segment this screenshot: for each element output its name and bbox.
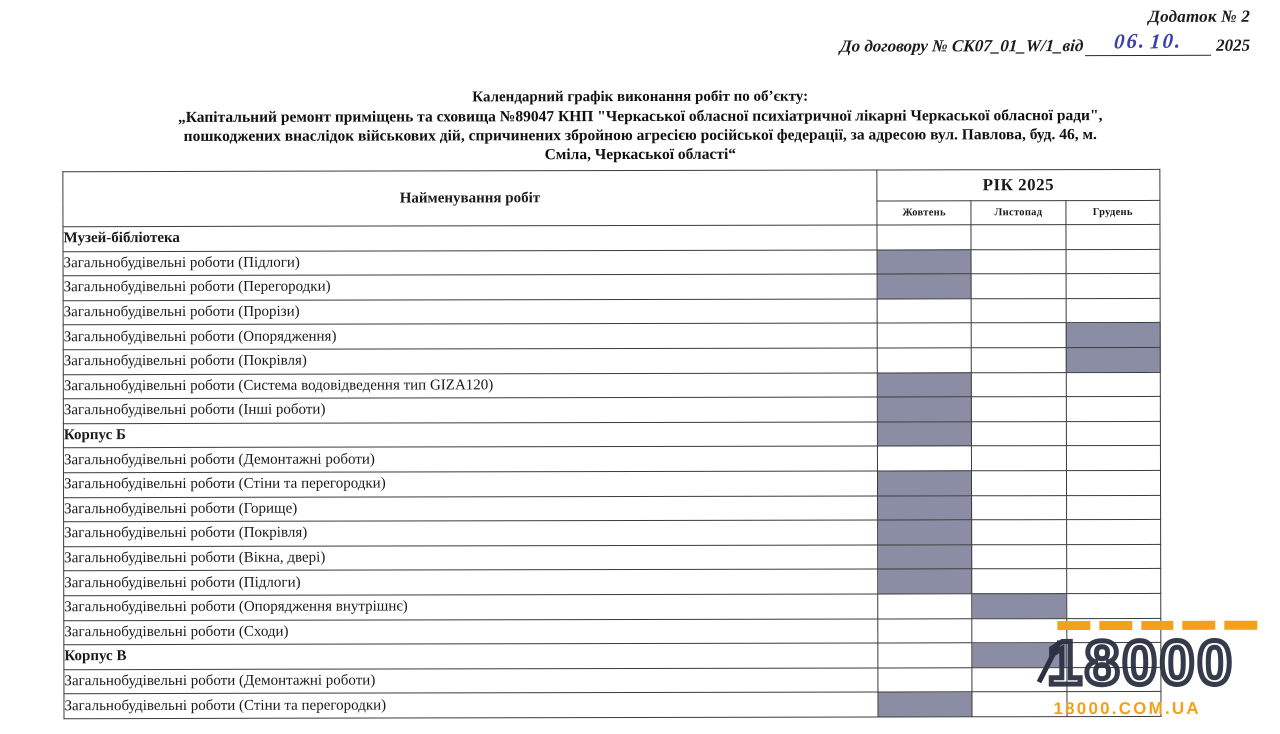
gantt-cell-november	[972, 544, 1066, 569]
gantt-cell-november	[972, 643, 1066, 668]
gantt-cell-november	[972, 348, 1066, 373]
gantt-cell-november	[971, 225, 1065, 250]
gantt-cell-december	[1066, 544, 1160, 569]
work-item-label: Загальнобудівельні роботи (Демонтажні роботи)	[63, 446, 877, 472]
gantt-cell-november	[972, 323, 1066, 348]
contract-year: 2025	[1216, 35, 1251, 55]
table-row	[63, 397, 1160, 424]
work-item-label: Загальнобудівельні роботи (Вікна, двері)	[64, 545, 878, 571]
table-row	[64, 667, 1161, 694]
table-row	[64, 593, 1161, 620]
work-item-label: Загальнобудівельні роботи (Підлоги)	[64, 569, 878, 595]
work-item-label: Загальнобудівельні роботи (Стіни та перегородки)	[63, 471, 877, 497]
handwritten-day: 06.	[1112, 28, 1147, 54]
work-item-label: Загальнобудівельні роботи (Покрівля)	[64, 520, 878, 546]
gantt-cell-october	[877, 323, 971, 348]
gantt-cell-november	[971, 249, 1065, 274]
table-row	[64, 495, 1161, 522]
gantt-cell-october	[878, 569, 972, 594]
gantt-cell-october	[877, 274, 971, 299]
column-header-month-november: Листопад	[971, 201, 1065, 225]
table-row	[63, 274, 1160, 301]
work-item-label: Загальнобудівельні роботи (Стіни та перегородки)	[64, 692, 878, 718]
gantt-cell-october	[878, 495, 972, 520]
section-label: Корпус Б	[63, 422, 877, 448]
gantt-cell-october	[878, 545, 972, 570]
column-header-month-october: Жовтень	[877, 201, 971, 225]
gantt-cell-october	[878, 520, 972, 545]
handwritten-date-blank	[1085, 29, 1211, 56]
schedule-table	[62, 169, 1161, 719]
section-label: Корпус В	[64, 643, 878, 669]
gantt-cell-october	[877, 446, 971, 471]
table-row	[63, 372, 1160, 399]
gantt-cell-december	[1066, 224, 1160, 249]
work-item-label: Загальнобудівельні роботи (Інші роботи)	[63, 397, 877, 423]
gantt-cell-october	[877, 471, 971, 496]
work-item-label: Загальнобудівельні роботи (Сходи)	[64, 619, 878, 645]
table-row	[64, 643, 1161, 670]
work-item-label: Загальнобудівельні роботи (Система водовідведення тип GIZA120)	[63, 373, 877, 399]
gantt-cell-november	[971, 274, 1065, 299]
table-row	[64, 544, 1161, 571]
gantt-cell-november	[972, 471, 1066, 496]
gantt-cell-october	[878, 594, 972, 619]
gantt-cell-november	[972, 520, 1066, 545]
gantt-cell-december	[1066, 372, 1160, 397]
work-item-label: Загальнобудівельні роботи (Покрівля)	[63, 348, 877, 374]
gantt-cell-november	[972, 667, 1066, 692]
table-row	[63, 224, 1160, 251]
gantt-cell-november	[971, 298, 1065, 323]
work-item-label: Загальнобудівельні роботи (Опорядження)	[63, 323, 877, 349]
gantt-cell-december	[1066, 298, 1160, 323]
table-row	[63, 347, 1160, 374]
document-header	[690, 7, 1250, 57]
table-row	[64, 520, 1161, 547]
watermark-digits: 18000	[1047, 628, 1235, 699]
gantt-cell-december	[1066, 470, 1160, 495]
gantt-cell-november	[972, 421, 1066, 446]
gantt-cell-december	[1066, 323, 1160, 348]
gantt-cell-december	[1067, 692, 1161, 717]
table-row	[63, 446, 1160, 473]
gantt-cell-october	[877, 299, 971, 324]
gantt-cell-november	[972, 397, 1066, 422]
gantt-cell-december	[1066, 520, 1160, 545]
column-header-year: РІК 2025	[877, 169, 1160, 201]
contract-reference	[690, 29, 1250, 57]
column-header-works: Найменування робіт	[63, 170, 877, 227]
watermark-url: 18000.COM.UA	[1053, 698, 1201, 719]
gantt-cell-december	[1067, 667, 1161, 692]
table-row	[64, 692, 1161, 719]
gantt-cell-october	[878, 667, 972, 692]
annex-number: Додаток № 2	[1148, 6, 1251, 26]
gantt-cell-november	[972, 372, 1066, 397]
table-row	[63, 421, 1160, 448]
gantt-cell-december	[1066, 397, 1160, 422]
contract-label: До договору № СК07_01_W/1_від	[839, 36, 1084, 56]
table-body	[63, 224, 1161, 718]
table-row	[64, 618, 1161, 645]
work-item-label: Загальнобудівельні роботи (Горище)	[64, 496, 878, 522]
section-label: Музей-бібліотека	[63, 225, 877, 251]
gantt-cell-december	[1066, 495, 1160, 520]
schedule-table-wrapper	[62, 169, 1161, 719]
header-row-top	[63, 169, 1160, 202]
table-row	[64, 569, 1161, 596]
title-line-2: „Капітальний ремонт приміщень та сховища №89047 КНП "Черкаської обласної психіатричної лікарні Черкаської обласної ради",	[177, 107, 1103, 126]
title-line-3: пошкоджених внаслідок військових дій, спричинених збройною агресією російської федерації, за адресою вул. Павлова, буд. 46, м.	[183, 126, 1097, 145]
gantt-cell-october	[878, 692, 972, 717]
gantt-cell-october	[878, 643, 972, 668]
gantt-cell-december	[1066, 593, 1160, 618]
gantt-cell-december	[1066, 569, 1160, 594]
work-item-label: Загальнобудівельні роботи (Прорізи)	[63, 299, 877, 325]
gantt-cell-october	[877, 397, 971, 422]
table-row	[63, 470, 1160, 497]
gantt-cell-october	[877, 348, 971, 373]
gantt-cell-october	[877, 372, 971, 397]
work-item-label: Загальнобудівельні роботи (Підлоги)	[63, 250, 877, 276]
gantt-cell-november	[972, 594, 1066, 619]
gantt-cell-november	[972, 569, 1066, 594]
gantt-cell-october	[877, 422, 971, 447]
handwritten-month: 10.	[1149, 28, 1184, 54]
table-head	[63, 169, 1160, 226]
gantt-cell-october	[877, 249, 971, 274]
title-line-4: Сміла, Черкаської області“	[544, 145, 737, 164]
table-row	[63, 298, 1160, 325]
gantt-cell-november	[972, 446, 1066, 471]
work-item-label: Загальнобудівельні роботи (Демонтажні роботи)	[64, 668, 878, 694]
gantt-cell-december	[1066, 347, 1160, 372]
gantt-cell-december	[1066, 446, 1160, 471]
gantt-cell-november	[972, 692, 1066, 717]
gantt-cell-december	[1067, 643, 1161, 668]
work-item-label: Загальнобудівельні роботи (Опорядження внутрішнє)	[64, 594, 878, 620]
document-title-block	[0, 87, 1280, 166]
gantt-cell-october	[877, 225, 971, 250]
gantt-cell-december	[1066, 618, 1160, 643]
gantt-cell-november	[972, 495, 1066, 520]
gantt-cell-november	[972, 618, 1066, 643]
gantt-cell-october	[878, 618, 972, 643]
title-line-1: Календарний графік виконання робіт по об’єкту:	[472, 88, 809, 106]
gantt-cell-december	[1066, 421, 1160, 446]
gantt-cell-december	[1066, 274, 1160, 299]
gantt-cell-december	[1066, 249, 1160, 274]
table-row	[63, 249, 1160, 276]
column-header-month-december: Грудень	[1066, 200, 1160, 224]
work-item-label: Загальнобудівельні роботи (Перегородки)	[63, 274, 877, 300]
table-row	[63, 323, 1160, 350]
